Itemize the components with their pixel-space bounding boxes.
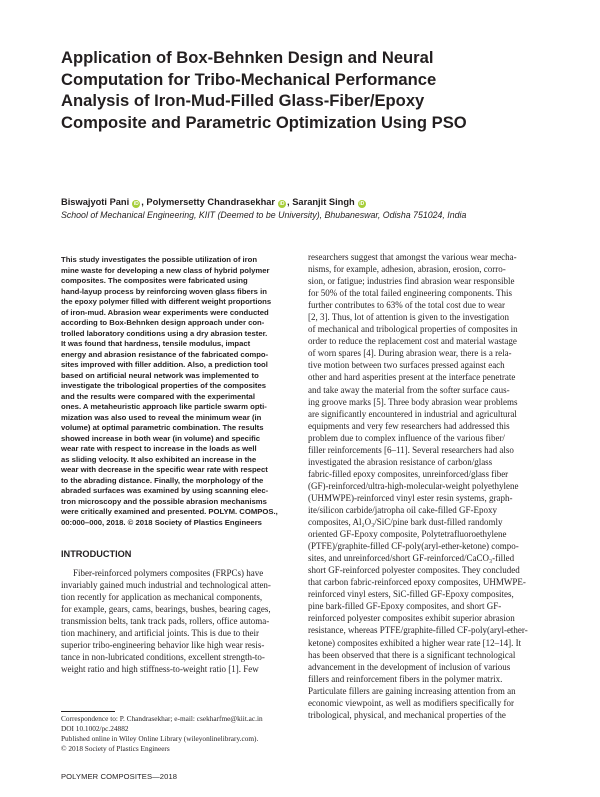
abstract-line: according to Box-Behnken design approach under con- [61, 318, 265, 327]
title-line: Computation for Tribo-Mechanical Performance [61, 69, 437, 89]
body-line: further contributes to 63% of the total cost due to wear [308, 300, 505, 311]
body-line: and take away the material from the softer surface caus- [308, 384, 510, 395]
body-line: has been observed that there is a significant technological [308, 649, 516, 660]
body-line: economic viewpoint, as well as modifiers specifically for [308, 697, 514, 708]
body-line: sion, or fatigue; industries find abrasion wear responsible [308, 276, 515, 287]
orcid-icon[interactable]: iD [133, 201, 139, 207]
body-line: ing groove marks [5]. Three body abrasion wear problems [308, 396, 518, 407]
body-line: ite/silicon carbide/jatropha oil cake-filled GF-Epoxy [308, 504, 497, 515]
abstract-line: hand-layup process by reinforcing woven glass fibers in [61, 286, 267, 296]
body-line: [2, 3]. Thus, lot of attention is given to the investigation [308, 312, 510, 323]
copyright-footnote: © 2018 Society of Plastics Engineers [61, 744, 170, 754]
body-line: (UHMWPE)-reinforced vinyl ester resin systems, graph- [308, 492, 513, 503]
body-line: of mechanical and tribological properties of composites in [308, 324, 518, 335]
body-line: reinforced polyester composites exhibit superior abrasion [308, 613, 515, 624]
body-line: pine bark-filled GF-Epoxy composites, and short GF- [308, 601, 502, 612]
publication-footnote[interactable]: Published online in Wiley Online Library (wileyonlinelibrary.com). [61, 734, 259, 744]
body-line: transmission belts, tank track pads, rollers, office automa- [61, 616, 270, 627]
body-line: for example, gears, cams, bearings, bushes, bearing cages, [61, 604, 271, 615]
footnote-divider [61, 711, 115, 712]
body-line: investigated the abrasion resistance of carbon/glass [308, 456, 493, 467]
abstract-line: investigate the tribological properties of the composites [61, 381, 267, 390]
abstract-line: ones. A metaheuristic approach like particle swarm opti- [61, 402, 267, 411]
body-line: of worn spares [4]. During abrasion wear, there is a rela- [308, 348, 512, 359]
body-line: Fiber-reinforced polymers composites (FRPCs) have [73, 568, 264, 578]
author-list: Biswajyoti Pani iD , Polymersetty Chandrasekhar iD , Saranjit Singh iD [61, 197, 365, 207]
abstract-line: volume) at optimal parametric combination. The results [61, 423, 264, 432]
body-line: advancement in the development of inclusion of various [308, 661, 511, 672]
body-line: for 50% of the total failed engineering components. This [308, 288, 513, 299]
body-line: invariably gained much industrial and technological atten- [61, 580, 271, 591]
body-line: reinforced vinyl esters, SiC-filled GF-Epoxy composites, [308, 589, 514, 600]
abstract-line: This study investigates the possible utilization of iron [61, 255, 258, 264]
introduction-body [61, 567, 301, 675]
body-line: resistance, whereas PTFE/graphite-filled CF-poly(aryl-ether- [308, 625, 528, 636]
body-line: fillers and reinforcement fibers in the polymer matrix. [308, 673, 503, 684]
body-line: tive motion between two surfaces pressed against each [308, 360, 505, 371]
footnotes [61, 714, 301, 754]
body-line: nisms, for example, adhesion, abrasion, erosion, corro- [308, 264, 506, 275]
body-line: tion machinery, and artificial joints. This is due to their [61, 628, 259, 639]
abstract-line: sites improved with filler addition. Also, a prediction tool [61, 360, 268, 369]
abstract-line: of iron-mud. Abrasion wear experiments were conducted [61, 307, 269, 317]
body-line: problem due to complex influence of the various fiber/ [308, 432, 505, 443]
body-line: tion recently for application as mechanical components, [61, 592, 263, 603]
body-line: ketone) composites exhibited a higher wear rate [12–14]. It [308, 637, 522, 648]
body-line: sites, and unreinforced/short GF-reinforced/CaCO₃-filled [308, 553, 515, 564]
abstract-line: tron microscopy and the possible abrasion mechanisms [61, 496, 267, 506]
running-footer: POLYMER COMPOSITES—2018 [61, 772, 178, 781]
abstract-line: the epoxy polymer filled with different weight proportions [61, 297, 272, 306]
body-line: order to reduce the replacement cost and material wastage [308, 336, 517, 347]
author-name: Polymersetty Chandrasekhar [146, 197, 276, 207]
author-name: Biswajyoti Pani [61, 197, 130, 207]
body-line: that carbon fabric-reinforced epoxy composites, UHMWPE- [308, 577, 526, 588]
correspondence-footnote[interactable]: Correspondence to: P. Chandrasekhar; e-mail: csekharfme@kiit.ac.in [61, 714, 263, 723]
body-line: composites, Al₂O₃/SiC/pine bark dust-filled randomly [308, 517, 503, 528]
abstract-line: wear rate with respect to increase in the loads as well [61, 444, 257, 453]
orcid-icon[interactable]: iD [279, 201, 285, 207]
body-line: other and hard asperities present at the interface penetrate [308, 372, 516, 383]
affiliation: School of Mechanical Engineering, KIIT (Deemed to be University), Bhubaneswar, Odisha 751024, India [61, 210, 467, 220]
body-line: researchers suggest that amongst the various wear mecha- [308, 252, 517, 262]
abstract-line: mization was also used to reveal the minimum wear (in [61, 412, 262, 422]
body-line: (GF)-reinforced/ultra-high-molecular-weight polyethylene [308, 480, 519, 491]
abstract [61, 255, 299, 528]
body-line: Particulate fillers are gaining increasing attention from an [308, 685, 516, 696]
abstract-line: trolled laboratory conditions using a dry abrasion tester. [61, 328, 268, 338]
abstract-line: energy and abrasion resistance of the fabricated compo- [61, 349, 269, 359]
introduction-heading: INTRODUCTION [61, 549, 132, 559]
body-line: filler reinforcements [6–11]. Several researchers had also [308, 444, 514, 455]
orcid-icon[interactable]: iD [359, 201, 365, 207]
abstract-line: were critically examined and presented. POLYM. COMPOS., [61, 507, 278, 516]
abstract-line: showed increase in both wear (in volume) and specific [61, 433, 261, 443]
author-name: Saranjit Singh [292, 197, 355, 207]
body-line: equipments and very few researchers had addressed this [308, 420, 510, 431]
body-line: oriented GF-Epoxy composite, Polytetrafluoroethylene [308, 529, 507, 540]
abstract-line: based on artificial neural network was implemented to [61, 370, 259, 380]
title-line: Analysis of Iron-Mud-Filled Glass-Fiber/Epoxy [61, 91, 425, 110]
abstract-line: to the abrading distance. Finally, the morphology of the [61, 475, 264, 485]
title-line: Composite and Parametric Optimization Using PSO [61, 112, 467, 132]
body-line: are significantly encountered in industrial and agricultural [308, 408, 517, 419]
right-column-body [308, 251, 548, 721]
body-line: weight ratio and high stiffness-to-weight ratio [1]. Few [61, 664, 259, 675]
abstract-line: abraded surfaces was examined by using scanning elec- [61, 486, 269, 495]
abstract-line: It was found that hardness, tensile modulus, impact [61, 339, 251, 348]
body-line: superior tribo-engineering behavior like high wear resis- [61, 640, 265, 651]
abstract-line: composites. The composites were fabricated using [61, 276, 248, 285]
body-line: (PTFE)/graphite-filled CF-poly(aryl-ether-ketone) compo- [308, 541, 519, 552]
title-line: Application of Box-Behnken Design and Neural [61, 48, 434, 67]
abstract-line: wear with decrease in the specific wear rate with respect [61, 465, 268, 474]
abstract-line: and the results were compared with the experimental [61, 391, 255, 401]
abstract-line: 00:000–000, 2018. © 2018 Society of Plastics Engineers [61, 517, 262, 527]
body-line: tance in non-lubricated conditions, excellent strength-to- [61, 652, 265, 663]
article-title [61, 47, 561, 133]
body-line: tribological, physical, and mechanical properties of the [308, 709, 506, 720]
abstract-line: as sliding velocity. It also exhibited an increase in the [61, 454, 257, 464]
doi-footnote[interactable]: DOI 10.1002/pc.24882 [61, 724, 129, 734]
abstract-line: mine waste for developing a new class of hybrid polymer [61, 265, 270, 275]
body-line: fabric-filled epoxy composites, unreinforced/glass fiber [308, 468, 509, 479]
body-line: short GF-reinforced polyester composites. They concluded [308, 565, 520, 576]
